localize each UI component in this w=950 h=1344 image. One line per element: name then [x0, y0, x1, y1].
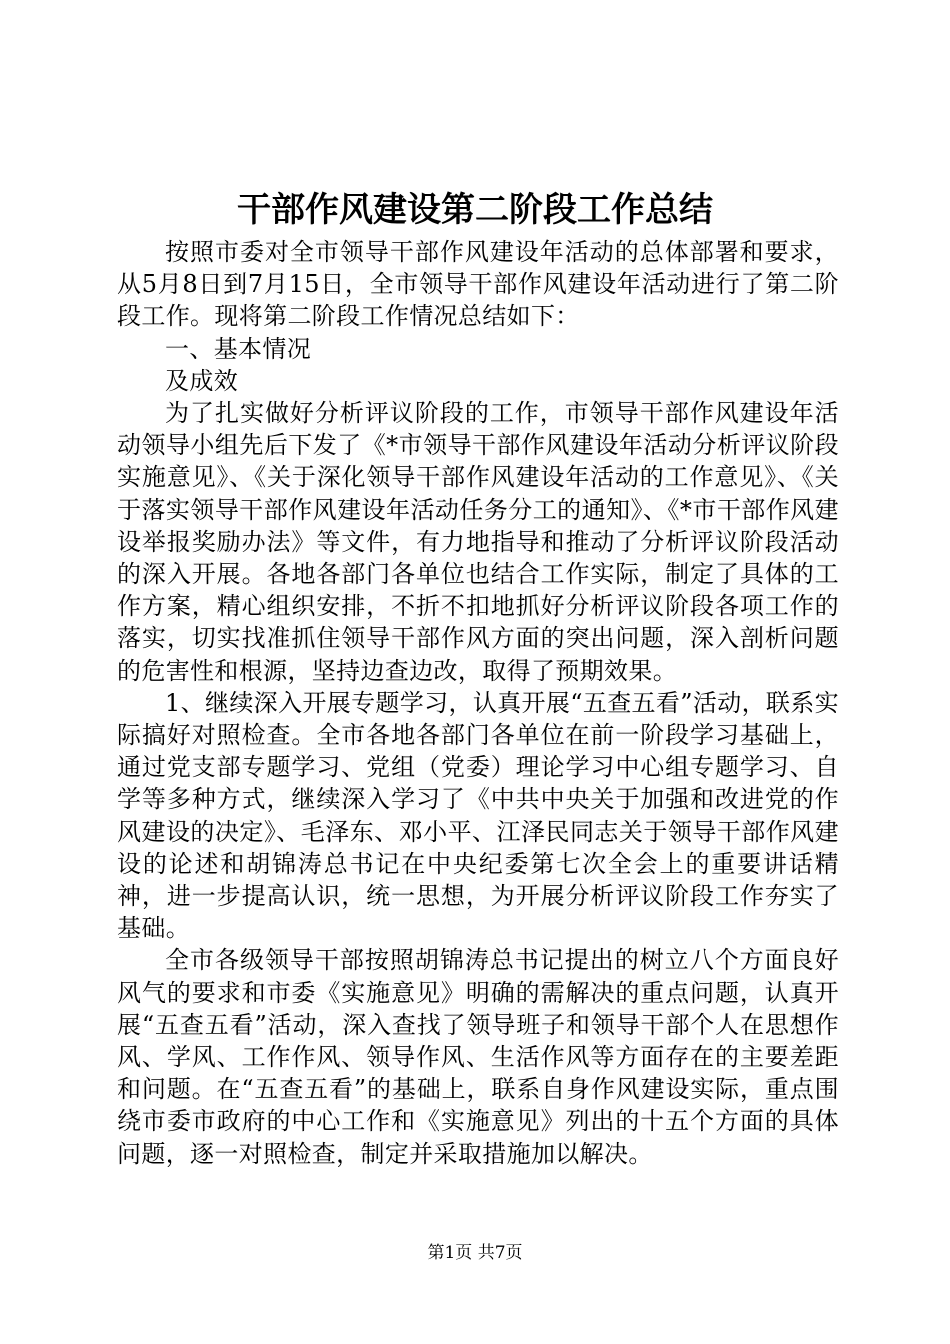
- document-body: [117, 236, 839, 1170]
- document-title: 干部作风建设第二阶段工作总结: [237, 190, 713, 230]
- body-paragraph: 全市各级领导干部按照胡锦涛总书记提出的树立八个方面良好风气的要求和市委《实施意见》明确的需解决的重点问题，认真开展“五查五看”活动，深入查找了领导班子和领导干部个人在思想作风、学风、工作作风、领导作风、生活作风等方面存在的主要差距和问题。在“五查五看”的基础上，联系自身作风建设实际，重点围绕市委市政府的中心工作和《实施意见》列出的十五个方面的具体问题，逐一对照检查，制定并采取措施加以解决。: [117, 946, 839, 1168]
- body-paragraph: 为了扎实做好分析评议阶段的工作，市领导干部作风建设年活动领导小组先后下发了《*市领导干部作风建设年活动分析评议阶段实施意见》、《关于深化领导干部作风建设年活动的工作意见》、《关于落实领导干部作风建设年活动任务分工的通知》、《*市干部作风建设举报奖励办法》等文件，有力地指导和推动了分析评议阶段活动的深入开展。各地各部门各单位也结合工作实际，制定了具体的工作方案，精心组织安排，不折不扣地抓好分析评议阶段各项工作的落实，切实找准抓住领导干部作风方面的突出问题，深入剖析问题的危害性和根源，坚持边查边改，取得了预期效果。: [117, 399, 839, 685]
- intro-paragraph: 按照市委对全市领导干部作风建设年活动的总体部署和要求，从5月8日到7月15日，全市领导干部作风建设年活动进行了第二阶段工作。现将第二阶段工作情况总结如下：: [117, 238, 839, 331]
- section-heading: 一、基本情况: [165, 334, 312, 363]
- body-paragraph: 1、继续深入开展专题学习，认真开展“五查五看”活动，联系实际搞好对照检查。全市各地各部门各单位在前一阶段学习基础上，通过党支部专题学习、党组（党委）理论学习中心组专题学习、自学等多种方式，继续深入学习了《中共中央关于加强和改进党的作风建设的决定》、毛泽东、邓小平、江泽民同志关于领导干部作风建设的论述和胡锦涛总书记在中央纪委第七次全会上的重要讲话精神，进一步提高认识，统一思想，为开展分析评议阶段工作夯实了基础。: [117, 688, 839, 943]
- section-heading-continued: 及成效: [165, 366, 239, 395]
- page-footer: 第1页 共7页: [427, 1243, 523, 1263]
